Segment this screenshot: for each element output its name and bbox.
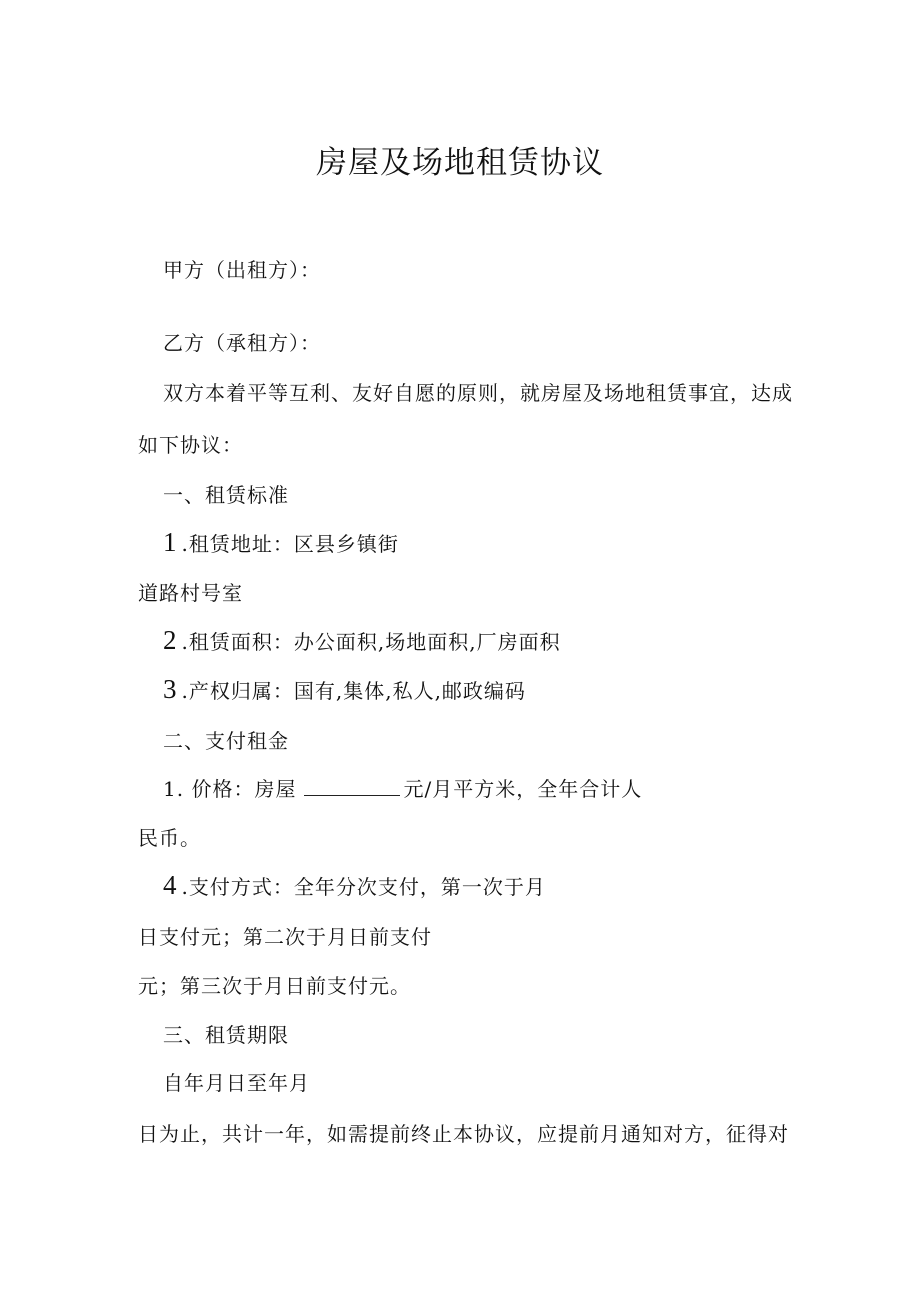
payment-number: 4 xyxy=(163,870,178,900)
item-2-text: .租赁面积：办公面积,场地面积,厂房面积 xyxy=(181,630,561,654)
item-1-number: 1 xyxy=(163,527,178,557)
payment-continuation-1: 日支付元；第二次于月日前支付 xyxy=(138,925,432,949)
item-2-number: 2 xyxy=(163,625,178,655)
item-3-number: 3 xyxy=(163,674,178,704)
price-suffix: 元/月平方米，全年合计人 xyxy=(403,777,643,801)
payment-line xyxy=(163,870,546,900)
item-1-text: .租赁地址：区县乡镇街 xyxy=(181,532,399,556)
term-line-2: 日为止，共计一年，如需提前终止本协议，应提前月通知对方，征得对 xyxy=(138,1122,789,1146)
item-3-line xyxy=(163,674,526,704)
intro-line-1: 双方本着平等互利、友好自愿的原则，就房屋及场地租赁事宜，达成 xyxy=(163,381,793,405)
price-continuation: 民币。 xyxy=(138,826,201,850)
party-a-line: 甲方（出租方）： xyxy=(163,258,321,282)
price-prefix: 1. 价格：房屋 xyxy=(163,777,297,801)
intro-line-2: 如下协议： xyxy=(138,433,243,457)
payment-continuation-2: 元；第三次于月日前支付元。 xyxy=(138,974,411,998)
payment-text: .支付方式：全年分次支付，第一次于月 xyxy=(181,875,546,899)
term-line-1: 自年月日至年月 xyxy=(163,1071,310,1095)
section-3-heading: 三、租赁期限 xyxy=(163,1023,289,1047)
item-3-text: .产权归属：国有,集体,私人,邮政编码 xyxy=(181,679,526,703)
section-1-heading: 一、租赁标准 xyxy=(163,483,289,507)
item-2-line xyxy=(163,625,561,655)
price-blank xyxy=(304,779,400,796)
section-2-heading: 二、支付租金 xyxy=(163,729,289,753)
item-1-continuation: 道路村号室 xyxy=(138,581,243,605)
price-line xyxy=(163,777,642,801)
party-b-line: 乙方（承租方）： xyxy=(163,331,321,355)
item-1-line xyxy=(163,527,399,557)
document-title: 房屋及场地租赁协议 xyxy=(316,145,604,181)
